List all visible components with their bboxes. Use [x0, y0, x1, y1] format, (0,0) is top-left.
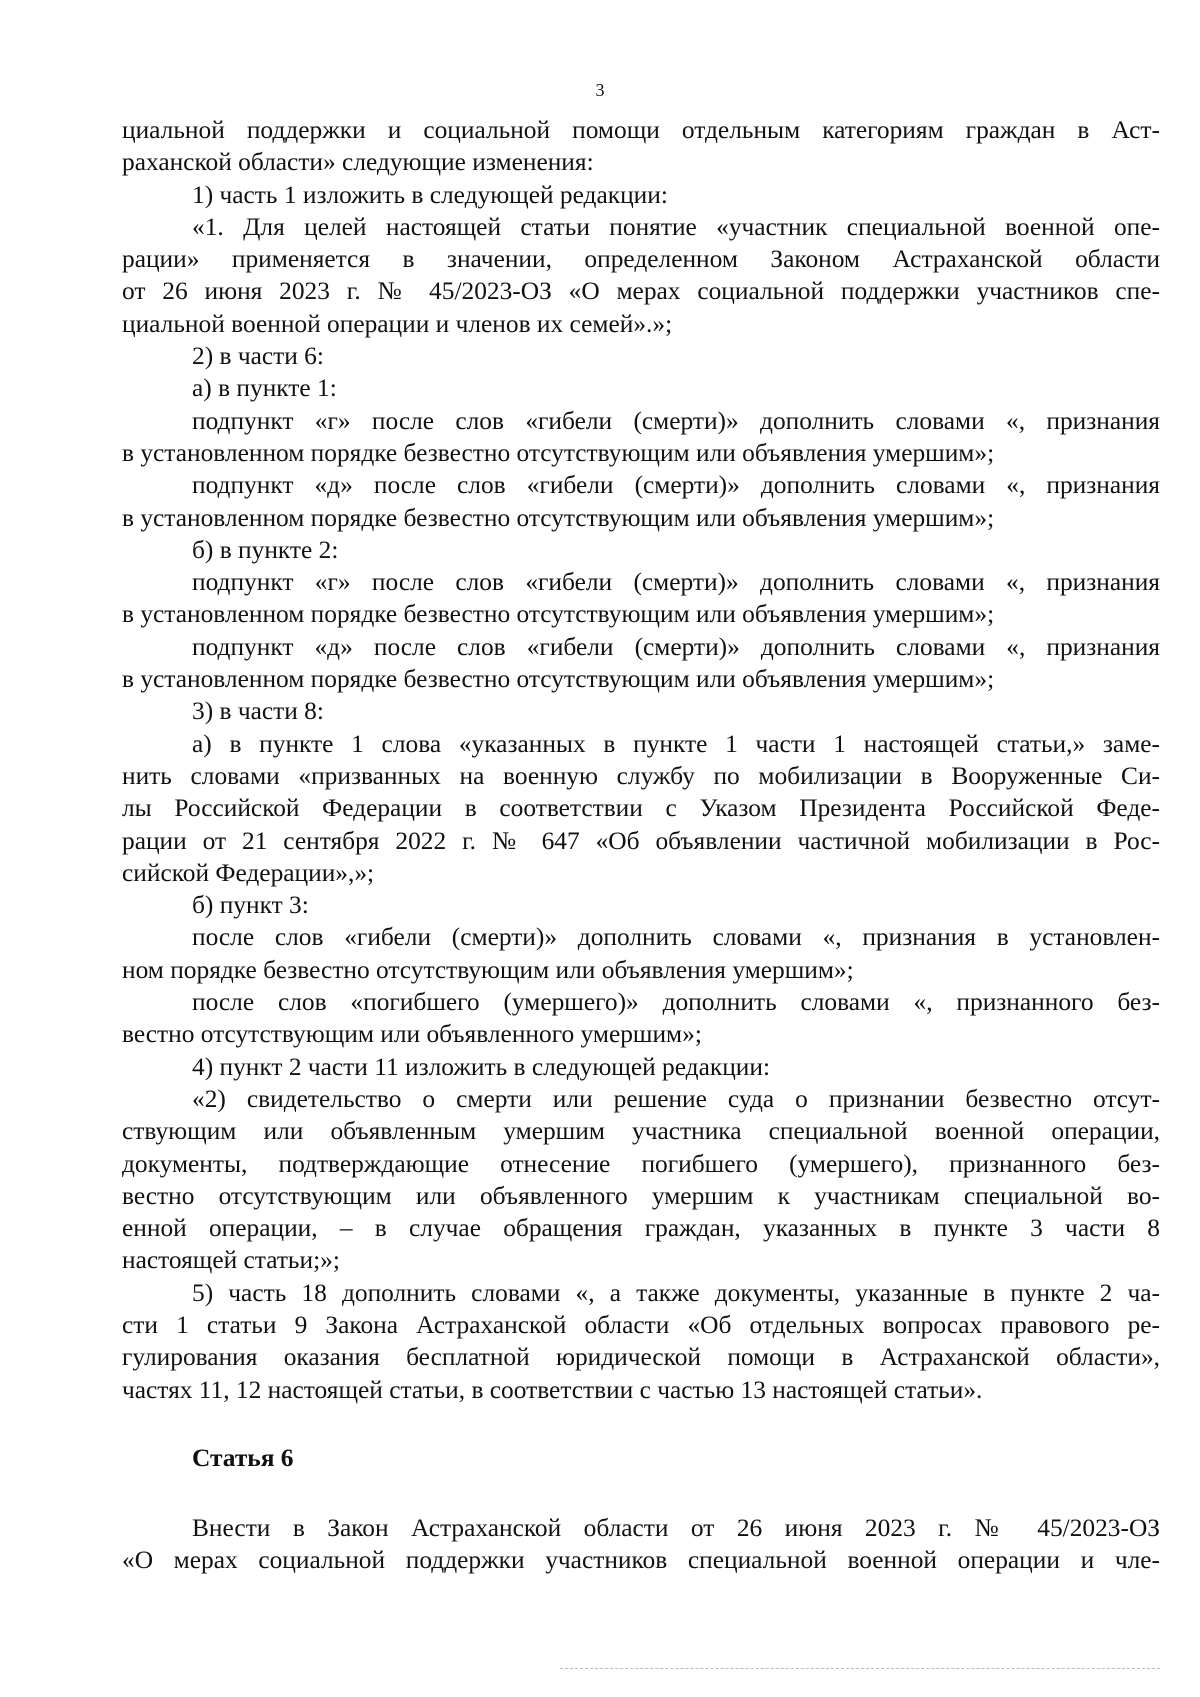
- article-6-text: [122, 1512, 1160, 1577]
- text-line: «2) свидетельство о смерти или решение суда о признании безвестно отсут-: [192, 1084, 1160, 1113]
- text-line: 3) в части 8:: [192, 697, 324, 726]
- page-number: 3: [595, 80, 605, 100]
- text-line: енной операции, – в случае обращения граждан, указанных в пункте 3 части 8: [122, 1214, 1160, 1243]
- text-line: а) в пункте 1 слова «указанных в пункте 1 части 1 настоящей статьи,» заме-: [192, 729, 1160, 758]
- text-line: после слов «погибшего (умершего)» дополнить словами «, признанного без-: [192, 988, 1160, 1017]
- text-line: сти 1 статьи 9 Закона Астраханской области «Об отдельных вопросах правового ре-: [122, 1310, 1160, 1339]
- text-line: б) пункт 3:: [192, 891, 309, 920]
- text-line: в установленном порядке безвестно отсутствующим или объявления умершим»;: [122, 503, 995, 532]
- text-line: вестно отсутствующим или объявленного умершим к участникам специальной во-: [122, 1181, 1160, 1210]
- article-heading: Статья 6: [192, 1443, 294, 1472]
- text-line: от 26 июня 2023 г. № 45/2023-ОЗ «О мерах социальной поддержки участников спе-: [122, 277, 1160, 306]
- text-line: «1. Для целей настоящей статьи понятие «участник специальной военной опе-: [192, 212, 1160, 241]
- text-line: ствующим или объявленным умершим участника специальной военной операции,: [122, 1117, 1160, 1146]
- text-line: подпункт «д» после слов «гибели (смерти)» дополнить словами «, признания: [192, 471, 1160, 500]
- text-line: подпункт «г» после слов «гибели (смерти)» дополнить словами «, признания: [192, 568, 1160, 597]
- text-line: документы, подтверждающие отнесение погибшего (умершего), признанного без-: [122, 1149, 1160, 1178]
- text-line: циальной военной операции и членов их семей».»;: [122, 309, 673, 338]
- text-line: 4) пункт 2 части 11 изложить в следующей редакции:: [192, 1052, 771, 1081]
- text-line: «О мерах социальной поддержки участников специальной военной операции и чле-: [122, 1546, 1160, 1575]
- text-line: после слов «гибели (смерти)» дополнить словами «, признания в установлен-: [192, 923, 1160, 952]
- text-line: подпункт «г» после слов «гибели (смерти)» дополнить словами «, признания: [192, 406, 1160, 435]
- text-line: рации» применяется в значении, определенном Законом Астраханской области: [122, 245, 1160, 274]
- text-line: 5) часть 18 дополнить словами «, а также документы, указанные в пункте 2 ча-: [192, 1278, 1160, 1307]
- text-line: сийской Федерации»,»;: [122, 858, 375, 887]
- text-line: гулирования оказания бесплатной юридической помощи в Астраханской области»,: [122, 1343, 1160, 1372]
- text-line: настоящей статьи;»;: [122, 1246, 340, 1275]
- text-line: циальной поддержки и социальной помощи отдельным категориям граждан в Аст-: [122, 116, 1160, 144]
- spacer: [122, 1474, 1160, 1512]
- article-5-text: [122, 114, 1160, 1406]
- text-line: раханской области» следующие изменения:: [122, 148, 594, 177]
- text-line: частях 11, 12 настоящей статьи, в соответствии с частью 13 настоящей статьи».: [122, 1375, 983, 1404]
- text-line: подпункт «д» после слов «гибели (смерти)» дополнить словами «, признания: [192, 632, 1160, 661]
- text-line: в установленном порядке безвестно отсутствующим или объявления умершим»;: [122, 438, 995, 467]
- text-line: в установленном порядке безвестно отсутствующим или объявления умершим»;: [122, 600, 995, 629]
- text-line: 2) в части 6:: [192, 342, 324, 371]
- text-line: рации от 21 сентября 2022 г. № 647 «Об объявлении частичной мобилизации в Рос-: [122, 826, 1160, 855]
- spacer: [122, 1406, 1160, 1442]
- text-line: б) в пункте 2:: [192, 535, 339, 564]
- text-line: а) в пункте 1:: [192, 374, 337, 403]
- document-body: [122, 114, 1160, 1576]
- text-line: в установленном порядке безвестно отсутствующим или объявления умершим»;: [122, 665, 995, 694]
- text-line: 1) часть 1 изложить в следующей редакции:: [192, 180, 668, 209]
- text-line: вестно отсутствующим или объявленного умершим»;: [122, 1020, 702, 1049]
- scan-edge-divider: [560, 1668, 1160, 1669]
- text-line: ном порядке безвестно отсутствующим или объявления умершим»;: [122, 955, 854, 984]
- text-line: нить словами «призванных на военную службу по мобилизации в Вооруженные Си-: [122, 761, 1160, 790]
- text-line: лы Российской Федерации в соответствии с Указом Президента Российской Феде-: [122, 794, 1160, 823]
- text-line: Внести в Закон Астраханской области от 26 июня 2023 г. № 45/2023-ОЗ: [192, 1513, 1160, 1542]
